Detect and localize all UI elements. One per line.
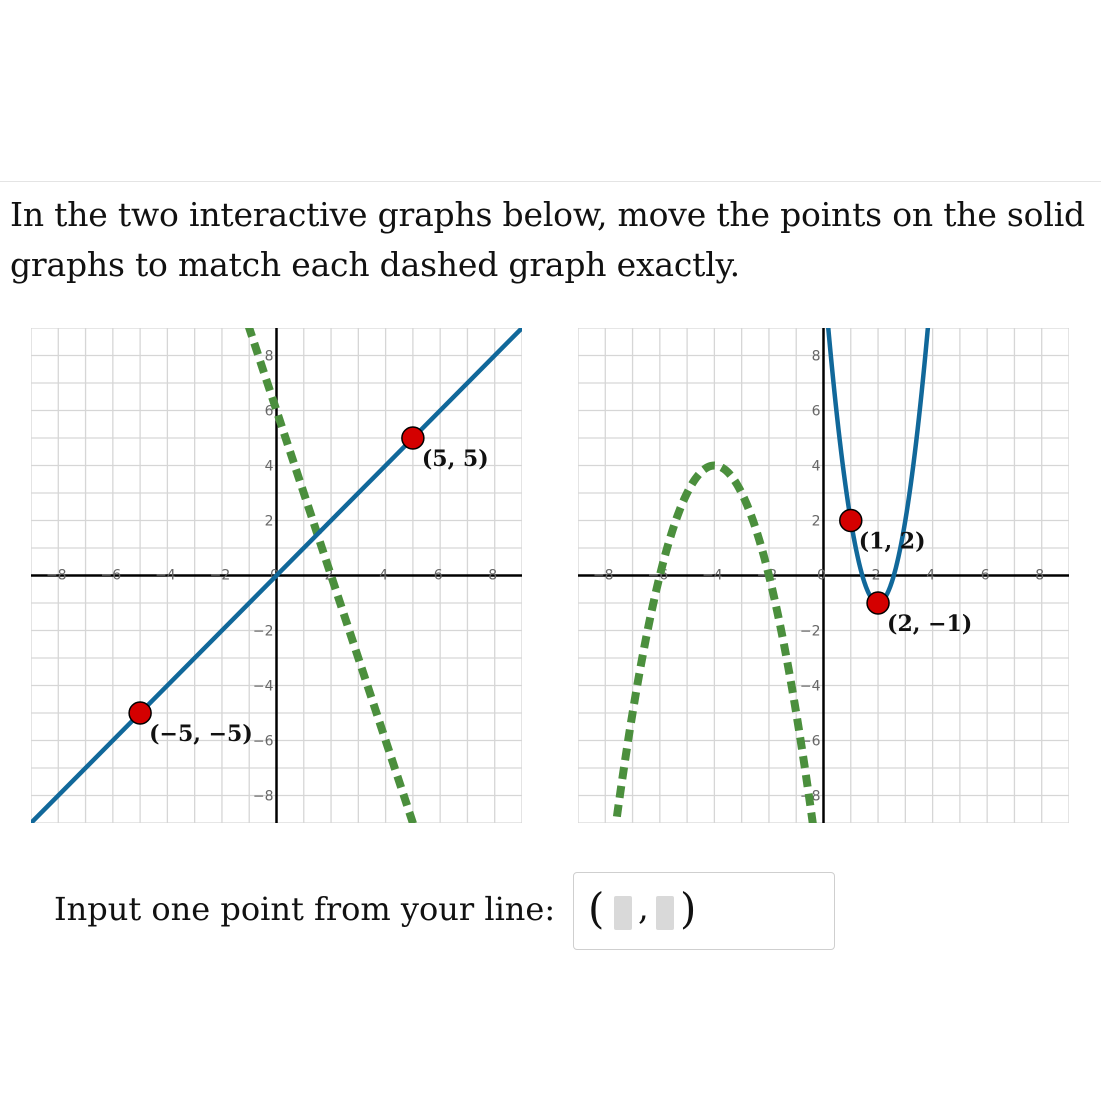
y-tick-label: 2 <box>264 513 274 530</box>
x-tick-label: 2 <box>324 567 334 584</box>
comma: , <box>638 888 649 928</box>
x-tick-label: 2 <box>871 567 881 584</box>
y-tick-label: −2 <box>252 623 274 640</box>
x-tick-label: −8 <box>45 567 67 584</box>
x-tick-label: 8 <box>488 567 498 584</box>
x-tick-label: 6 <box>980 567 990 584</box>
y-tick-label: −2 <box>799 623 821 640</box>
top-divider <box>0 181 1101 182</box>
y-tick-label: −4 <box>799 678 821 695</box>
x-tick-label: 4 <box>379 567 389 584</box>
x-tick-label: −8 <box>592 567 614 584</box>
y-tick-label: −4 <box>252 678 274 695</box>
graph-canvas[interactable] <box>31 328 522 823</box>
y-tick-label: −8 <box>799 788 821 805</box>
y-tick-label: 8 <box>264 348 274 365</box>
y-tick-label: −6 <box>799 733 821 750</box>
draggable-point[interactable] <box>129 702 151 724</box>
answer-prompt-label: Input one point from your line: <box>54 890 556 928</box>
graph-canvas[interactable] <box>578 328 1069 823</box>
x-tick-label: −2 <box>209 567 231 584</box>
y-tick-label: 4 <box>264 458 274 475</box>
y-tick-label: −6 <box>252 733 274 750</box>
y-tick-label: 4 <box>811 458 821 475</box>
x-coordinate-input[interactable] <box>614 896 632 930</box>
x-tick-label: −6 <box>647 567 669 584</box>
draggable-point[interactable] <box>402 427 424 449</box>
open-paren: ( <box>588 884 605 933</box>
y-coordinate-input[interactable] <box>656 896 674 930</box>
y-tick-label: −8 <box>252 788 274 805</box>
y-tick-label: 2 <box>811 513 821 530</box>
x-tick-label: 4 <box>926 567 936 584</box>
y-tick-label: 6 <box>264 403 274 420</box>
draggable-point[interactable] <box>867 592 889 614</box>
parabola-graph[interactable] <box>578 328 1069 823</box>
x-tick-label: −4 <box>702 567 723 584</box>
point-input-field[interactable] <box>573 872 835 950</box>
point-coordinate-label: (2, −1) <box>887 611 973 637</box>
x-tick-label: 6 <box>433 567 443 584</box>
x-tick-label: 0 <box>270 567 279 584</box>
linear-graph[interactable] <box>31 328 522 823</box>
point-coordinate-label: (−5, −5) <box>149 721 253 747</box>
x-tick-label: 0 <box>817 567 826 584</box>
x-tick-label: −2 <box>756 567 778 584</box>
point-coordinate-label: (1, 2) <box>858 528 926 555</box>
x-tick-label: −6 <box>100 567 122 584</box>
y-tick-label: 8 <box>811 348 821 365</box>
question-prompt: In the two interactive graphs below, move the points on the solid graphs to match each dashed graph exactly. <box>10 195 1085 284</box>
point-coordinate-label: (5, 5) <box>421 446 489 472</box>
y-tick-label: 6 <box>811 403 821 420</box>
x-tick-label: −4 <box>155 567 176 584</box>
close-paren: ) <box>680 884 697 933</box>
x-tick-label: 8 <box>1035 567 1045 584</box>
